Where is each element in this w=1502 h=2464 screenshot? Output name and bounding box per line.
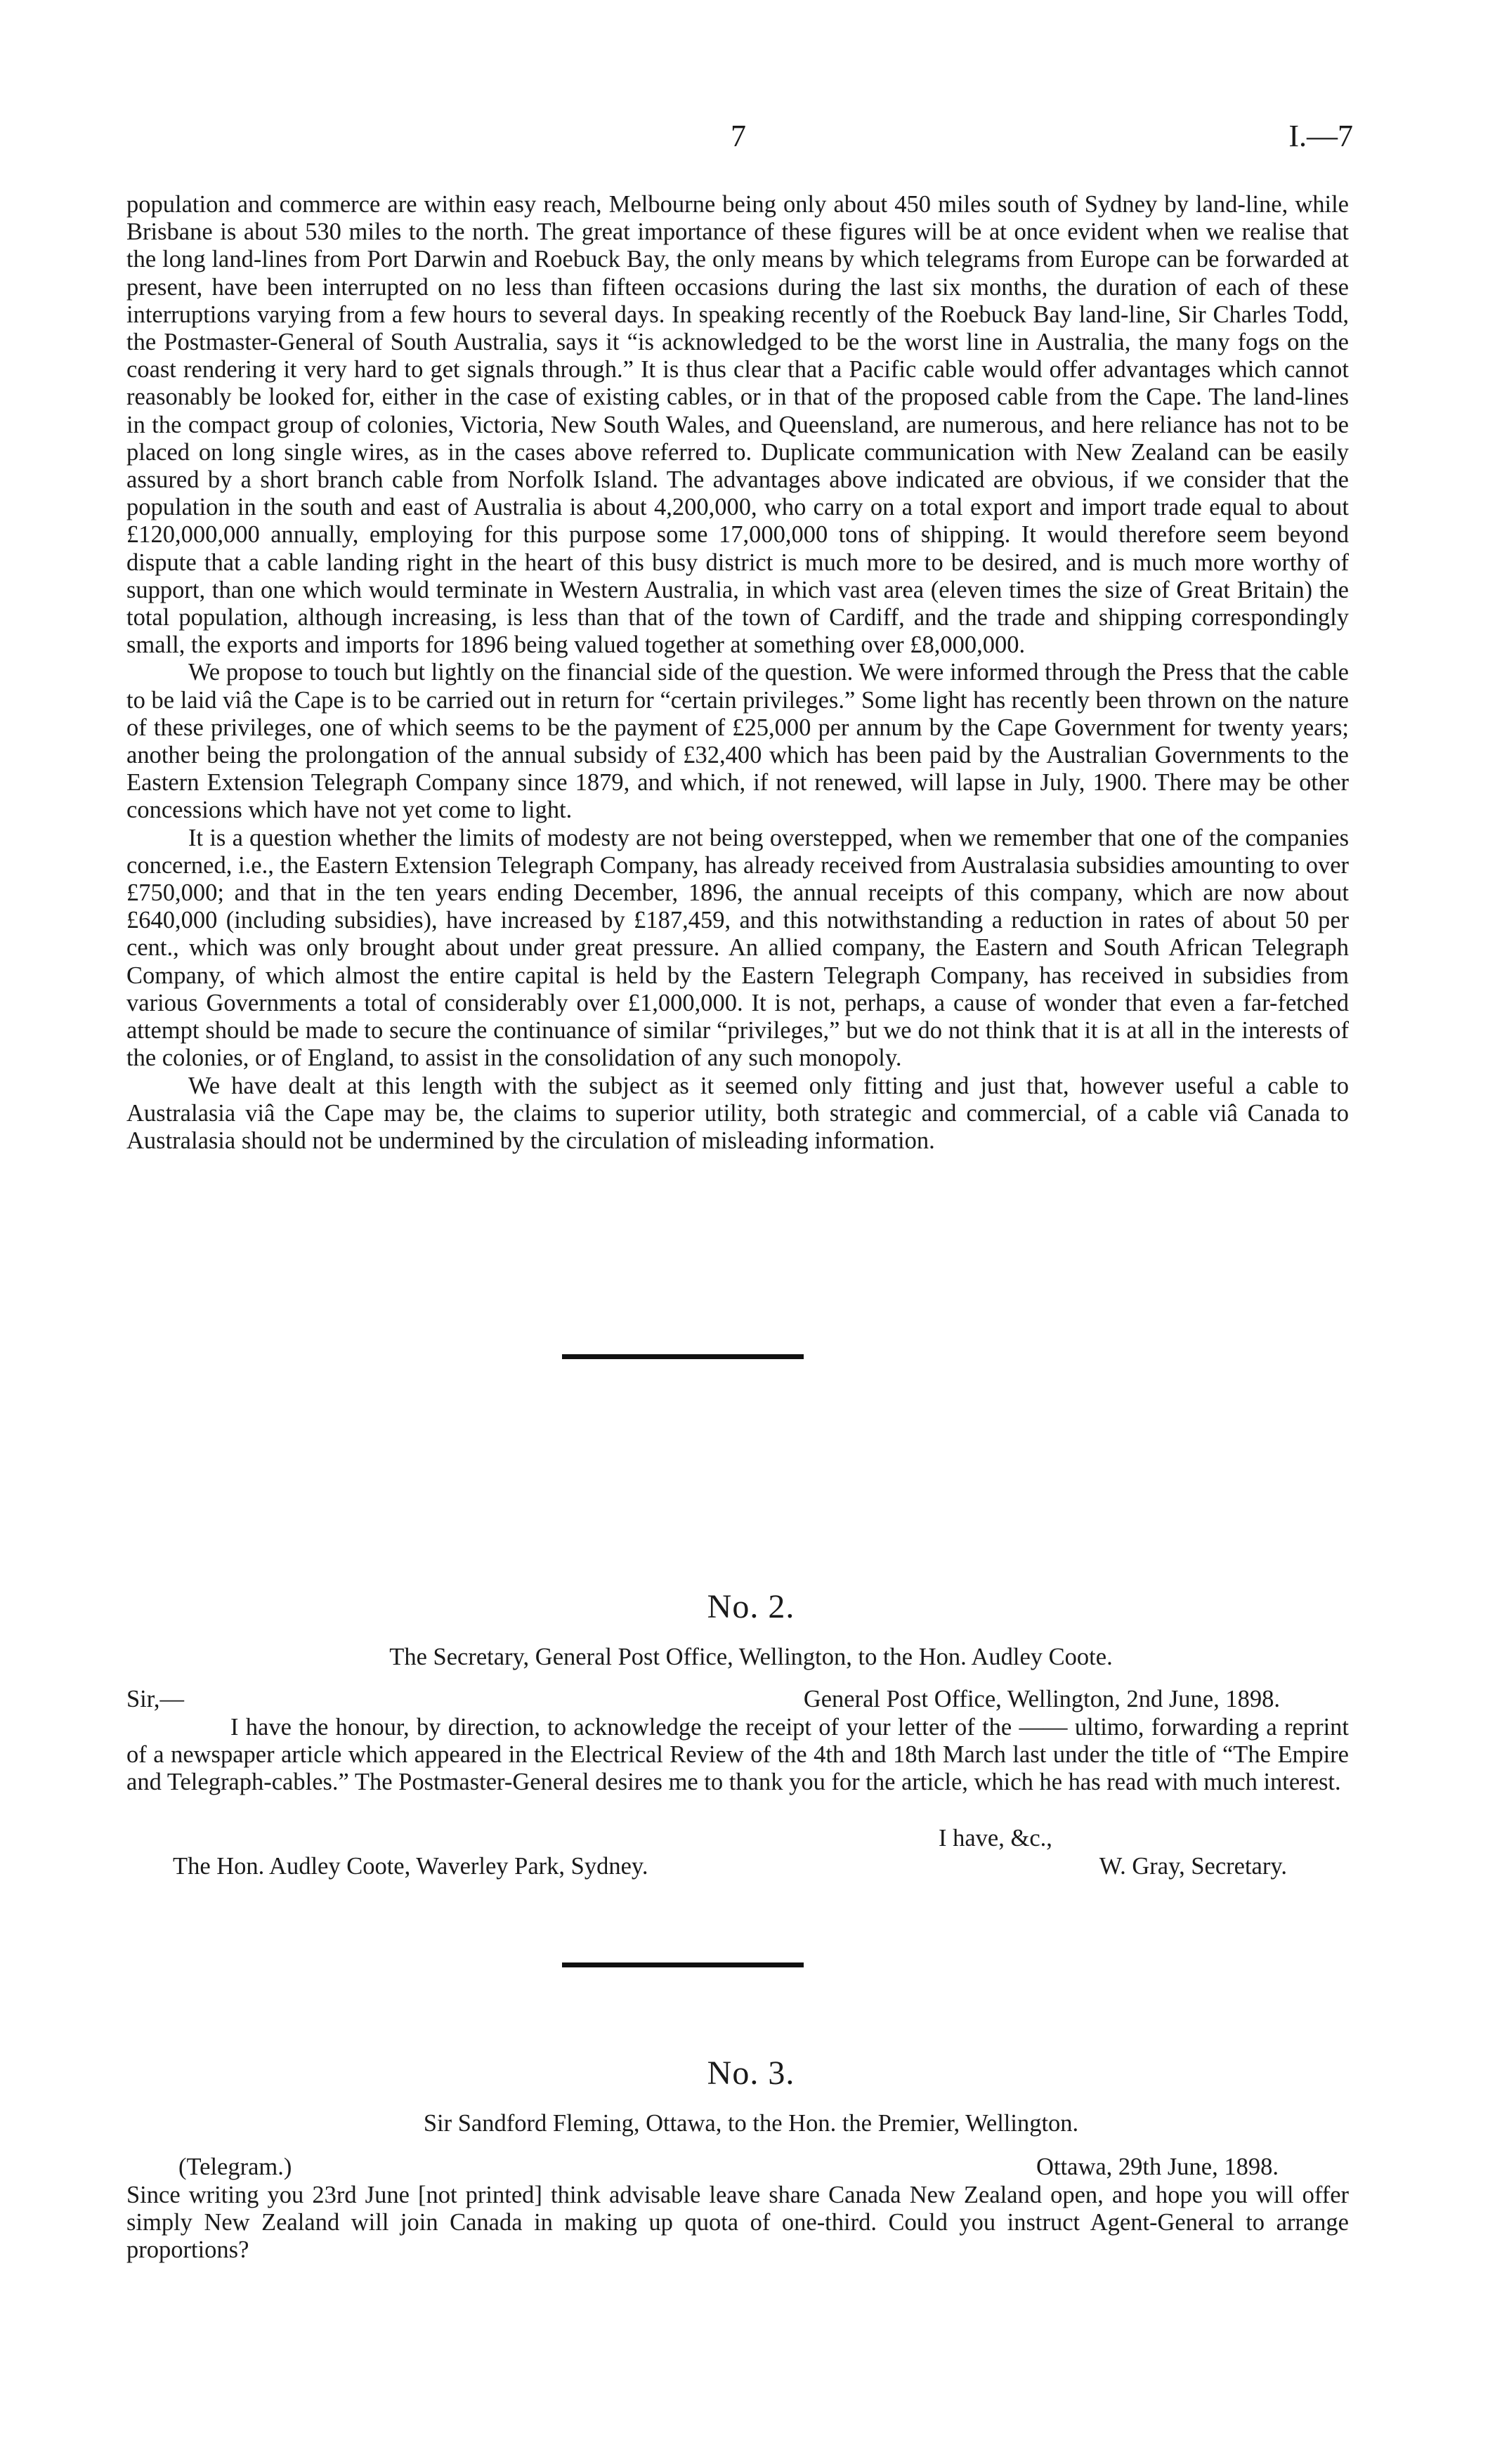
telegram-title-no3: Sir Sandford Fleming, Ottawa, to the Hon. the Premier, Wellington. <box>423 2110 1079 2137</box>
telegram-label: (Telegram.) <box>178 2154 292 2180</box>
signature: W. Gray, Secretary. <box>1099 1853 1287 1880</box>
article-continuation <box>126 191 1349 1155</box>
section-heading-no3: No. 3. <box>707 2055 795 2092</box>
addressee: The Hon. Audley Coote, Waverley Park, Sydney. <box>173 1853 648 1880</box>
section-heading-no2: No. 2. <box>707 1588 795 1625</box>
section-divider <box>562 1962 804 1967</box>
article-paragraph-1: population and commerce are within easy reach, Melbourne being only about 450 miles south of Sydney by land-line, while Brisbane is about 530 miles to the north. The great importance of these figures will be at once evident when we realise that the long land-lines from Port Darwin and Roebuck Bay, the only means by which telegrams from Europe can be forwarded at present, have been interrupted on no less than fifteen occasions during the last six months, the duration of each of these interruptions varying from a few hours to several days. In speaking recently of the Roebuck Bay land-line, Sir Charles Todd, the Postmaster-General of South Australia, says it “is acknowledged to be the worst line in Australia, the many fogs on the coast rendering it very hard to get signals through.” It is thus clear that a Pacific cable would offer advantages which cannot reasonably be looked for, either in the case of existing cables, or in that of the proposed cable from the Cape. The land-lines in the compact group of colonies, Victoria, New South Wales, and Queensland, are numerous, and here reliance has not to be placed on long single wires, as in the cases above referred to. Duplicate communication with New Zealand can be easily assured by a short branch cable from Norfolk Island. The advantages above indicated are obvious, if we consider that the population in the south and east of Australia is about 4,200,000, who carry on a total export and import trade equal to about £120,000,000 annually, employing for this purpose some 17,000,000 tons of shipping. It would therefore seem beyond dispute that a cable landing right in the heart of this busy district is much more to be desired, and is much more worthy of support, than one which would terminate in Western Australia, in which vast area (eleven times the size of Great Britain) the total population, although increasing, is less than that of the town of Cardiff, and the trade and shipping correspondingly small, the exports and imports for 1896 being valued together at something over £8,000,000. <box>126 191 1349 659</box>
dateline-no3: Ottawa, 29th June, 1898. <box>1036 2154 1279 2180</box>
document-reference: I.—7 <box>1288 119 1353 153</box>
article-paragraph-4: We have dealt at this length with the subject as it seemed only fitting and just that, however useful a cable to Australasia viâ the Cape may be, the claims to superior utility, both strategic and commercial, of a cable viâ Canada to Australasia should not be undermined by the circulation of misleading information. <box>126 1072 1349 1154</box>
letter-body-no2: I have the honour, by direction, to acknowledge the receipt of your letter of the —— ultimo, forwarding a reprint of a newspaper article which appeared in the Electrical Review of the 4th and 18th March last under the title of “The Empire and Telegraph-cables.” The Postmaster-General desires me to thank you for the article, which he has read with much interest. <box>126 1714 1349 1796</box>
article-paragraph-2: We propose to touch but lightly on the financial side of the question. We were informed through the Press that the cable to be laid viâ the Cape is to be carried out in return for “certain privileges.” Some light has recently been thrown on the nature of these privileges, one of which seems to be the payment of £25,000 per annum by the Cape Government for twenty years; another being the prolongation of the annual subsidy of £32,400 which has been paid by the Australian Governments to the Eastern Extension Telegraph Company since 1879, and which, if not renewed, will lapse in July, 1900. There may be other concessions which have not yet come to light. <box>126 659 1349 824</box>
article-paragraph-3: It is a question whether the limits of modesty are not being overstepped, when we remember that one of the companies concerned, i.e., the Eastern Extension Telegraph Company, has already received from Australasia subsidies amounting to over £750,000; and that in the ten years ending December, 1896, the annual receipts of this company, which are now about £640,000 (including subsidies), have increased by £187,459, and this notwithstanding a reduction in rates of about 50 per cent., which was only brought about under great pressure. An allied company, the Eastern and South African Telegraph Company, of which almost the entire capital is held by the Eastern Telegraph Company, has received in subsidies from various Governments a total of considerably over £1,000,000. It is not, perhaps, a cause of wonder that even a far-fetched attempt should be made to secure the continuance of similar “privileges,” but we do not think that it is at all in the interests of the colonies, or of England, to assist in the consolidation of any such monopoly. <box>126 824 1349 1072</box>
telegram-body-no3: Since writing you 23rd June [not printed] think advisable leave share Canada New Zealand open, and hope you will offer simply New Zealand will join Canada in making up quota of one-third. Could you instruct Agent-General to arrange proportions? <box>126 2182 1349 2264</box>
dateline-no2: General Post Office, Wellington, 2nd June, 1898. <box>803 1686 1280 1712</box>
letter-title-no2: The Secretary, General Post Office, Wellington, to the Hon. Audley Coote. <box>389 1644 1113 1670</box>
page-number: 7 <box>731 119 746 153</box>
salutation: Sir,— <box>126 1686 185 1712</box>
section-divider <box>562 1354 804 1359</box>
closing: I have, &c., <box>939 1825 1052 1852</box>
